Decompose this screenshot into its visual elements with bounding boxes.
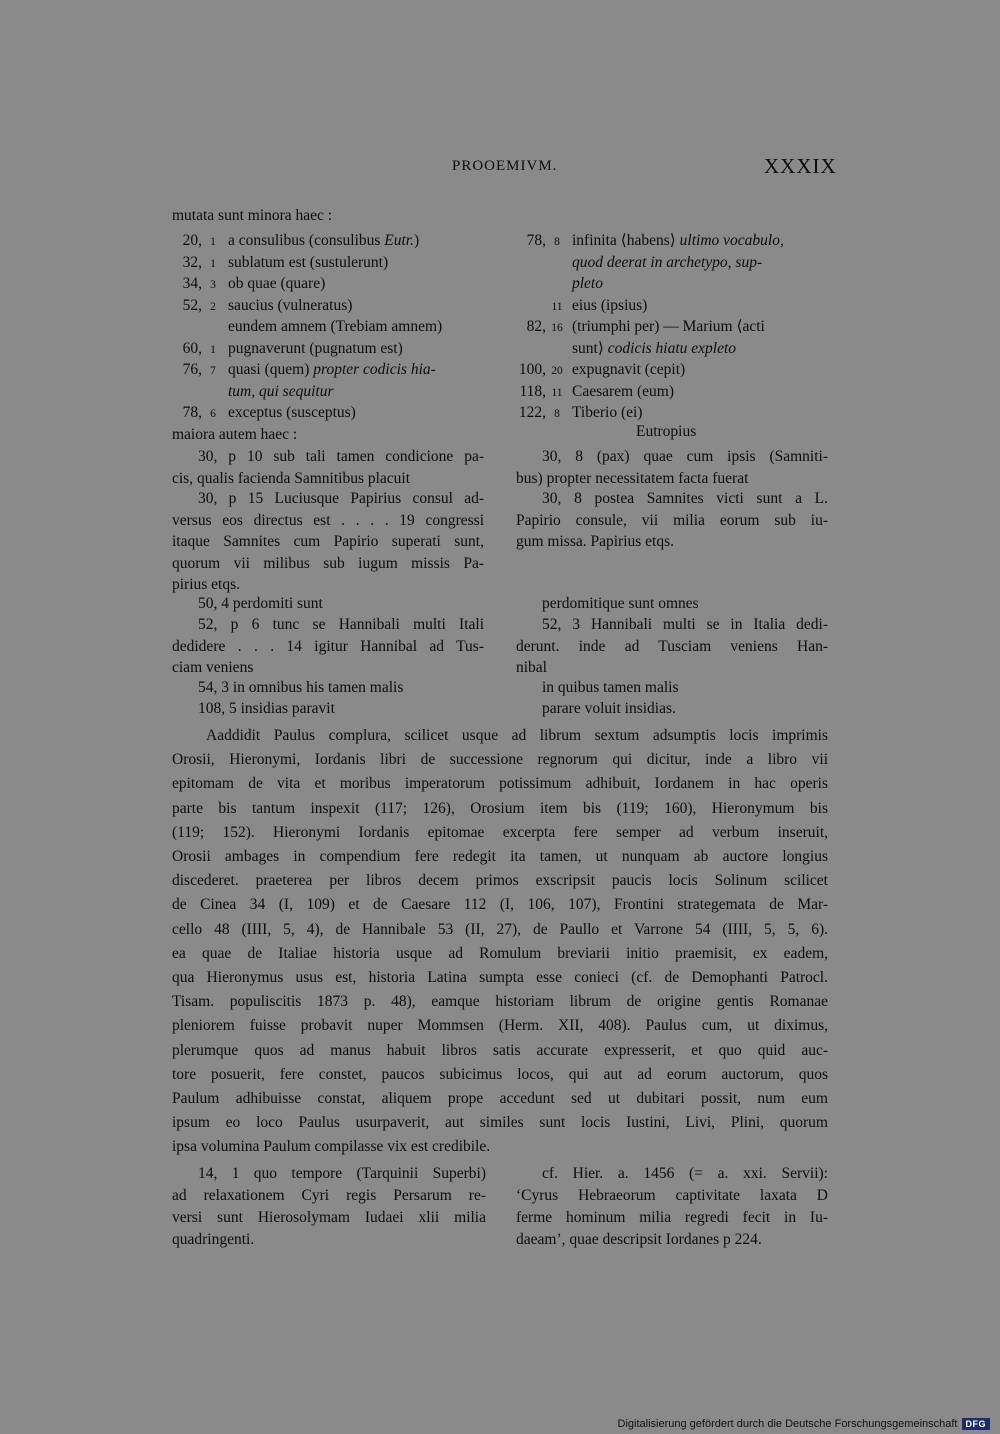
entry-line-number: 16 [551,322,563,334]
text-line: nibal [516,659,547,676]
text-line: quadringenti. [172,1231,255,1248]
text-line: 14, 1 quo tempore (Tarquinii Superbi) [198,1165,486,1182]
text-line: 30, 8 (pax) quae cum ipsis (Samniti- [542,448,828,465]
text-line: cis, qualis facienda Samnitibus placuit [172,469,411,487]
entry-text: Tiberio (ei) [572,404,643,421]
entry-line [512,316,765,339]
entry-text-wrap [572,297,647,314]
entry-text: (triumphi per) — Marium ⟨acti [572,318,765,335]
entry-chapter: 78, [182,404,202,421]
entry-line-number: 6 [210,408,216,420]
entry-text-wrap [572,383,674,400]
text-line: ad relaxationem Cyri regis Persarum re- [172,1187,486,1204]
paragraph-line: pleniorem fuisse probavit nuper Mommsen (Herm. XII, 408). Paulus cum, ut diximus, [172,1017,828,1035]
entry-chapter: 82, [526,318,546,335]
page-number: XXXIX [764,154,837,178]
paragraph-line: discederet. praeterea per libros decem primos exscripsit paucis locis Solinum scilicet [172,872,828,890]
entry-line [172,273,325,296]
entry-text: quasi (quem) [228,361,314,378]
paragraph-line: Paulum adhibuisse constat, aliquem prope accedunt sed ut dubitari possit, num eum [172,1090,828,1108]
entry-text: saucius (vulneratus) [228,296,353,314]
text-line: ‘Cyrus Hebraeorum captivitate laxata D [516,1187,828,1204]
entry-line-number: 8 [554,236,560,248]
entry-line [172,230,419,253]
footer-text: Digitalisierung gefördert durch die Deutsche Forschungsgemeinschaft [617,1418,958,1430]
entry-text: eundem amnem (Trebiam amnem) [228,318,443,335]
entry-chapter: 76, [182,361,202,378]
entry-line [172,381,334,402]
entry-line-number: 1 [210,257,216,270]
text-line: 30, p 15 Luciusque Papirius consul ad- [198,490,484,507]
entry-chapter: 100, [518,361,546,378]
entry-text-wrap [572,232,784,249]
text-line: parare voluit insidias. [542,700,676,717]
entry-chapter: 20, [182,232,202,249]
text-line: ferme hominum milia regredi fecit in Iu- [516,1209,828,1226]
entry-text: sunt⟩ [572,339,608,357]
entry-line [172,316,442,337]
text-line: versi sunt Hierosolymam Iudaei xlii milia [172,1209,486,1226]
entry-line-number: 2 [210,300,216,313]
paragraph-line: ipsa volumina Paulum compilasse vix est credibile. [172,1138,491,1156]
paragraph-line: de Cinea 34 (I, 109) et de Caesare 112 (I, 106, 107), Frontini strategemata de Mar- [172,896,828,914]
entry-line [172,295,352,318]
entry-chapter: 52, [182,296,202,314]
entry-text: infinita ⟨habens⟩ [572,232,680,249]
text-line: in quibus tamen malis [542,679,679,696]
text-line: dedidere . . . 14 igitur Hannibal ad Tus- [172,637,484,655]
entry-line [172,252,388,275]
entry-line [512,230,784,253]
main-paragraph [172,724,828,1160]
entry-text-wrap [572,254,762,271]
maiora-line: maiora autem haec : [172,426,298,443]
entry-line [172,359,436,382]
text-line: 108, 5 insidias paravit [198,700,335,717]
entry-italic: Eutr. [384,232,414,249]
entry-text-wrap [572,318,765,335]
entry-italic: ultimo vocabulo, [679,232,784,249]
entry-line-number: 11 [551,386,563,399]
entry-text: eius (ipsius) [572,296,648,314]
paragraph-line: ipsum eo loco Paulus usurpaverit, aut similes sunt locis Iustini, Livi, Plini, quorum [172,1114,828,1132]
text-line: ciam veniens [172,659,254,676]
entry-text-wrap [228,254,388,271]
entry-line-number: 8 [554,408,560,420]
dfg-logo: DFG [962,1418,991,1430]
entry-text: Caesarem (eum) [572,382,674,400]
entry-italic: tum, qui sequitur [228,382,334,400]
entry-italic: propter codicis hia- [313,361,436,378]
entry-line [512,359,685,382]
entry-line [172,402,356,425]
paragraph-line: Orosii ambages in compendium fere redegit ita tamen, ut nunquam ab auctore longius [172,848,828,866]
entry-line-number: 7 [210,365,216,377]
entry-text-wrap [228,275,325,292]
entry-text: sublatum est (sustulerunt) [228,253,389,271]
paragraph-line: qua Hieronymus usus est, historia Latina sumpta esse conieci (cf. de Demophanti Patrocl. [172,969,828,987]
entry-text-wrap [228,340,403,357]
entry-chapter: 122, [518,404,546,421]
entry-tail: ) [414,232,420,249]
entry-text: a consulibus (consulibus [228,232,385,249]
paragraph-line: epitomam de vita et moribus imperatorum potissimum adhibuit, Iordanem in hac operis [172,775,828,793]
entry-text: expugnavit (cepit) [572,361,686,378]
footer-credit [618,1418,990,1430]
entry-text-wrap [228,361,436,378]
text-line: 54, 3 in omnibus his tamen malis [198,679,404,696]
paragraph-line: (119; 152). Hieronymi Iordanis epitomae excerpta fere semper ad verbum inseruit, [172,823,828,841]
entry-italic: codicis hiatu expleto [607,339,737,357]
entry-line [512,338,736,359]
entry-chapter: 118, [519,382,546,400]
entry-text-wrap [572,275,603,292]
text-line: itaque Samnites cum Papirio superati sunt, [172,533,484,550]
entry-line-number: 3 [210,279,216,291]
entry-chapter: 60, [182,339,202,357]
entry-italic: quod deerat in archetypo, sup- [572,253,763,271]
text-line: quorum vii milibus sub iugum missis Pa- [172,554,484,572]
entry-italic: pleto [572,275,603,292]
entry-line-number: 1 [210,343,216,356]
running-title: PROOEMIVM. [452,158,558,174]
entry-text-wrap [228,383,334,400]
text-line: cf. Hier. a. 1456 (= a. xxi. Servii): [542,1165,828,1182]
text-line: 30, p 10 sub tali tamen condicione pa- [198,448,484,465]
entry-line [512,252,762,273]
entry-chapter: 78, [526,232,546,249]
text-line: daeam’, quae descripsit Iordanes p 224. [516,1231,762,1248]
text-line: derunt. inde ad Tusciam veniens Han- [516,637,828,655]
text-line: 50, 4 perdomiti sunt [198,595,323,612]
paragraph-line: ea quae de Italiae historia usque ad Romulum breviarii initio praemisit, ex eadem, [172,944,828,962]
entry-chapter: 32, [182,253,202,271]
entry-chapter: 34, [182,275,202,292]
entry-text-wrap [228,318,442,335]
text-line: gum missa. Papirius etqs. [516,533,675,550]
paragraph-line: parte bis tantum inspexit (117; 126), Orosium item bis (119; 160), Hieronymum bis [172,799,828,817]
entry-line-number: 20 [551,365,563,377]
text-line: 30, 8 postea Samnites victi sunt a L. [542,490,828,507]
paragraph-line: plerumque quos ad manus habuit libros satis accurate expresserit, et quo quid auc- [172,1041,828,1059]
paragraph-line: cello 48 (IIII, 5, 4), de Hannibale 53 (II, 27), de Paullo et Varrone 54 (IIII, 5, 5, 6). [172,920,828,938]
intro-line: mutata sunt minora haec : [172,207,333,224]
paragraph-line: Aaddidit Paulus complura, scilicet usque ad librum sextum adsumptis locis imprimis [206,727,828,744]
entry-text-wrap [572,404,642,421]
entry-text-wrap [572,340,736,357]
entry-line [512,402,642,425]
paragraph-line: Orosii, Hieronymi, Iordanis libri de successione regnorum qui dicitur, inde a libro vii [172,751,828,769]
text-line: 52, p 6 tunc se Hannibali multi Itali [198,616,484,633]
entry-line [512,381,674,404]
text-line: pirius etqs. [172,576,241,593]
text-line: bus) propter necessitatem facta fuerat [516,469,749,487]
entry-text-wrap [228,232,419,249]
entry-text: exceptus (susceptus) [228,404,356,421]
text-line: 52, 3 Hannibali multi se in Italia dedi- [542,616,828,633]
entry-line [172,338,403,361]
entry-line-number: 1 [210,236,216,248]
text-line: versus eos directus est . . . . 19 congressi [172,511,484,529]
entry-text: ob quae (quare) [228,275,326,292]
entry-text: pugnaverunt (pugnatum est) [228,339,403,357]
entry-line [512,295,647,318]
entry-text-wrap [572,361,685,378]
text-line: perdomitique sunt omnes [542,595,699,612]
entry-line [512,273,603,294]
eutropius-heading: Eutropius [636,423,697,440]
paragraph-line: tore posuerit, fere constet, paucos subicimus locos, qui aut ad eorum auctorum, quos [172,1065,828,1083]
paragraph-line: Tisam. populiscitis 1873 p. 48), eamque historiam librum de origine gentis Romanae [172,993,828,1011]
entry-line-number: 11 [551,300,563,313]
text-line: Papirio consule, vii milia eorum sub iu- [516,511,828,529]
entry-text-wrap [228,404,356,421]
entry-text-wrap [228,297,352,314]
